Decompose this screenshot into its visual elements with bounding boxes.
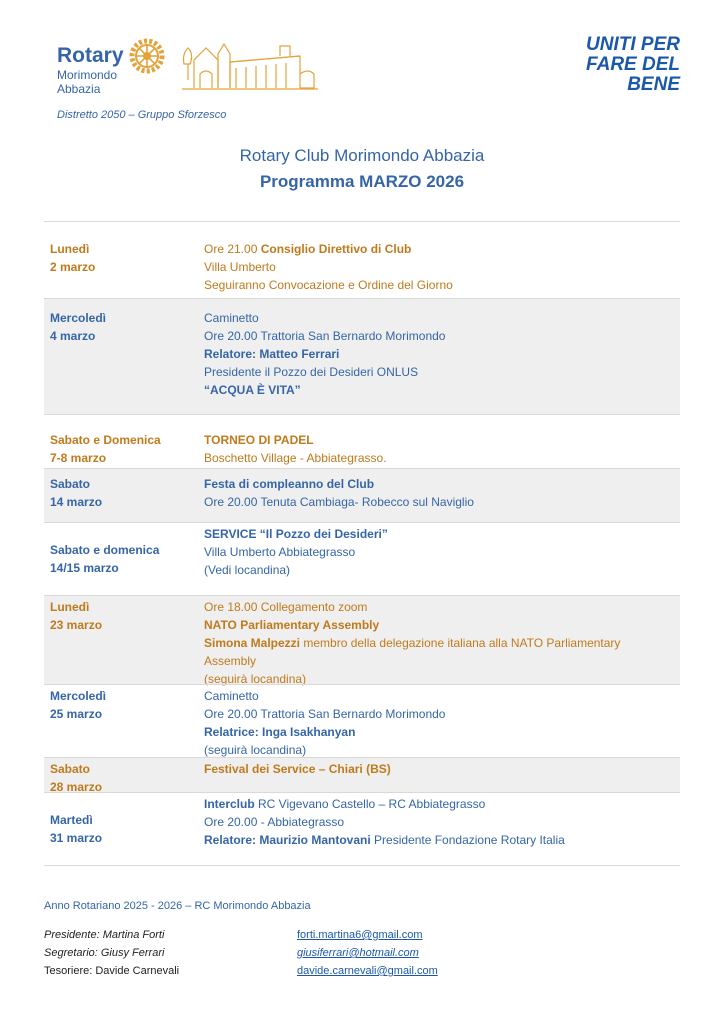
event-day: Lunedì (50, 242, 90, 256)
event-day-date: 14 marzo (50, 495, 103, 509)
event-detail-line (204, 309, 674, 327)
event-detail-pre: Ore 20.00 - Abbiategrasso (204, 815, 345, 829)
president-email-link[interactable]: forti.martina6@gmail.com (297, 929, 423, 941)
event-detail-bold: Interclub (204, 797, 255, 811)
event-detail-pre: Ore 21.00 (204, 242, 261, 256)
event-date (50, 541, 159, 577)
event-detail-post: Presidente Fondazione Rotary Italia (370, 833, 565, 847)
rotary-wheel-icon (127, 36, 167, 76)
event-day-date: 31 marzo (50, 831, 103, 845)
event-detail-pre: Ore 20.00 Tenuta Cambiaga- Robecco sul Naviglio (204, 495, 474, 509)
event-day-date: 25 marzo (50, 707, 103, 721)
event-row (44, 792, 680, 866)
event-details (204, 431, 674, 467)
event-detail-pre: Presidente il Pozzo dei Desideri ONLUS (204, 365, 419, 379)
event-row (44, 468, 680, 522)
event-detail-line (204, 760, 674, 778)
event-details (204, 525, 674, 579)
event-detail-line (204, 258, 674, 276)
rotary-logo-name: Rotary (57, 44, 124, 67)
event-row (44, 414, 680, 468)
events-table (44, 221, 680, 866)
event-day-date: 23 marzo (50, 618, 103, 632)
event-date (50, 598, 102, 634)
slogan-line2: FARE DEL (586, 54, 680, 75)
event-day: Mercoledì (50, 311, 107, 325)
event-detail-bold: Festa di compleanno del Club (204, 477, 375, 491)
event-detail-line (204, 276, 674, 294)
event-detail-bold: Consiglio Direttivo di Club (260, 242, 412, 256)
treasurer-email-link[interactable]: davide.carnevali@gmail.com (297, 965, 438, 977)
event-detail-pre: Ore 18.00 Collegamento zoom (204, 600, 368, 614)
event-row (44, 757, 680, 792)
event-detail-pre: Boschetto Village - Abbiategrasso. (204, 451, 387, 465)
event-detail-line (204, 525, 674, 543)
program-title: Programma MARZO 2026 (259, 172, 465, 191)
event-date (50, 760, 102, 796)
event-detail-line (204, 705, 674, 723)
event-detail-pre: Villa Umberto (204, 260, 276, 274)
event-day: Sabato (50, 477, 91, 491)
event-detail-line (204, 327, 674, 345)
event-detail-bold: Relatore: Matteo Ferrari (204, 347, 340, 361)
event-details (204, 240, 674, 294)
logo-club-line1: Morimondo (57, 68, 118, 82)
rotary-logo-club (57, 68, 117, 96)
event-details (204, 598, 674, 688)
event-detail-line (204, 561, 674, 579)
event-detail-line (204, 813, 674, 831)
rotary-year: Anno Rotariano 2025 - 2026 – RC Morimondo Abbazia (44, 900, 311, 912)
event-day-date: 4 marzo (50, 329, 96, 343)
club-title: Rotary Club Morimondo Abbazia (239, 146, 485, 165)
event-detail-bold: TORNEO DI PADEL (204, 433, 314, 447)
event-detail-line (204, 449, 674, 467)
event-detail-bold: NATO Parliamentary Assembly (204, 618, 380, 632)
event-detail-pre: Villa Umberto Abbiategrasso (204, 545, 356, 559)
event-detail-post: RC Vigevano Castello – RC Abbiategrasso (254, 797, 486, 811)
event-detail-pre: (Vedi locandina) (204, 563, 291, 577)
event-detail-line (204, 240, 674, 258)
event-date (50, 240, 95, 276)
event-row (44, 595, 680, 684)
treasurer-name: Tesoriere: Davide Carnevali (44, 965, 180, 977)
event-detail-pre: Ore 20.00 Trattoria San Bernardo Morimondo (204, 329, 446, 343)
event-date (50, 687, 106, 723)
event-detail-post: membro della delegazione italiana alla NATO Parliamentary Assembly (204, 636, 621, 668)
event-detail-pre: Seguiranno Convocazione e Ordine del Giorno (204, 278, 453, 292)
event-detail-pre: (seguirà locandina) (204, 672, 307, 686)
slogan-line3: BENE (627, 74, 680, 95)
event-day: Sabato e domenica (50, 543, 160, 557)
event-details (204, 687, 674, 759)
event-detail-line (204, 616, 674, 634)
event-row (44, 298, 680, 414)
officer-emails (297, 926, 438, 980)
event-detail-line (204, 381, 674, 399)
event-detail-line (204, 493, 674, 511)
event-detail-line (204, 543, 674, 561)
event-details (204, 309, 674, 399)
officer-names (44, 926, 179, 980)
event-detail-bold: Simona Malpezzi (204, 636, 301, 650)
event-date (50, 475, 102, 511)
event-detail-bold: Festival dei Service – Chiari (BS) (204, 762, 391, 776)
event-row (44, 522, 680, 595)
event-detail-line (204, 431, 674, 449)
president-name: Presidente: Martina Forti (44, 929, 165, 941)
logo-club-line2: Abbazia (57, 82, 101, 96)
event-day-date: 7-8 marzo (50, 451, 107, 465)
event-day: Lunedì (50, 600, 90, 614)
event-detail-bold: “ACQUA È VITA” (204, 383, 301, 397)
event-row (44, 684, 680, 757)
event-day-date: 28 marzo (50, 780, 103, 794)
event-detail-line (204, 345, 674, 363)
event-day-date: 14/15 marzo (50, 561, 119, 575)
event-day: Mercoledì (50, 689, 107, 703)
event-row (44, 221, 680, 298)
event-detail-line (204, 475, 674, 493)
event-day: Martedì (50, 813, 93, 827)
page-header (0, 0, 724, 140)
event-details (204, 760, 674, 778)
slogan (540, 35, 680, 95)
event-detail-line (204, 687, 674, 705)
event-date (50, 309, 106, 345)
event-detail-line (204, 363, 674, 381)
event-detail-line (204, 634, 674, 670)
event-date (50, 431, 161, 467)
event-detail-bold: Relatore: Maurizio Mantovani (204, 833, 371, 847)
event-detail-line (204, 795, 674, 813)
secretary-email-link[interactable]: giusiferrari@hotmail.com (297, 947, 419, 959)
event-detail-pre: Caminetto (204, 311, 259, 325)
event-date (50, 811, 102, 847)
event-day-date: 2 marzo (50, 260, 96, 274)
event-detail-pre: Caminetto (204, 689, 259, 703)
slogan-line1: UNITI PER (586, 34, 680, 55)
event-detail-bold: SERVICE “Il Pozzo dei Desideri” (204, 527, 388, 541)
event-detail-pre: Ore 20.00 Trattoria San Bernardo Morimondo (204, 707, 446, 721)
event-detail-bold: Relatrice: Inga Isakhanyan (204, 725, 356, 739)
event-detail-pre: (seguirà locandina) (204, 743, 307, 757)
abbey-drawing-icon (180, 34, 320, 92)
event-day: Sabato (50, 762, 91, 776)
district-label: Distretto 2050 – Gruppo Sforzesco (57, 109, 227, 121)
event-details (204, 795, 674, 849)
event-details (204, 475, 674, 511)
event-day: Sabato e Domenica (50, 433, 161, 447)
secretary-name: Segretario: Giusy Ferrari (44, 947, 165, 959)
event-detail-line (204, 723, 674, 741)
event-detail-line (204, 598, 674, 616)
event-detail-line (204, 831, 674, 849)
